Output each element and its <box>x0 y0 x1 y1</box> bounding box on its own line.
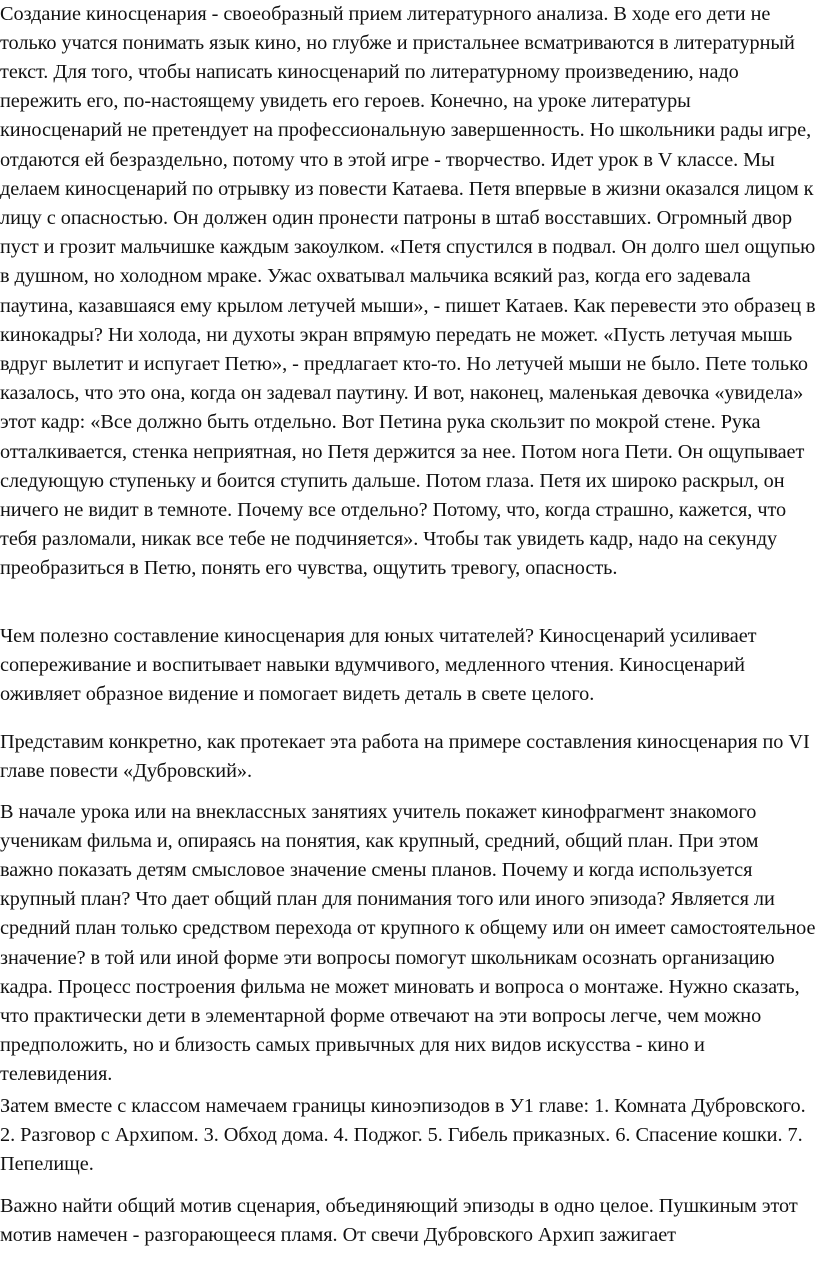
paragraph-example: Представим конкретно, как протекает эта работа на примере составления киносценария по VI главе повести «Дубровский». <box>0 730 810 782</box>
paragraph-benefits: Чем полезно составление киносценария для юных читателей? Киносценарий усиливает сопереживание и воспитывает навыки вдумчивого, медленного чтения. Киносценарий оживляет образное видение и помогает видеть деталь в свете целого. <box>0 624 757 705</box>
paragraph-motif: Важно найти общий мотив сценария, объединяющий эпизоды в одно целое. Пушкиным этот мотив намечен - разгорающееся пламя. От свечи Дубровского Архип зажигает <box>0 1194 798 1246</box>
paragraph-lesson-start: В начале урока или на внеклассных занятиях учитель покажет кинофрагмент знакомого ученикам фильма и, опираясь на понятия, как крупный, средний, общий план. При этом важно показать детям смысловое значение смены планов. Почему и когда используется крупный план? Что дает общий план для понимания того или иного эпизода? Является ли средний план только средством перехода от крупного к общему или он имеет самостоятельное значение? в той или иной форме эти вопросы помогут школьникам осознать организацию кадра. Процесс построения фильма не может миновать и вопроса о монтаже. Нужно сказать, что практически дети в элементарной форме отвечают на эти вопросы легче, чем можно предположить, но и близость самых привычных для них видов искусства - кино и телевидения. <box>0 800 816 1086</box>
paragraph-episodes: Затем вместе с классом намечаем границы киноэпизодов в У1 главе: 1. Комната Дубровского. 2. Разговор с Архипом. 3. Обход дома. 4. Поджог. 5. Гибель приказных. 6. Спасение кошки. 7. Пепелище. <box>0 1094 806 1175</box>
paragraph-intro: Создание киносценария - своеобразный прием литературного анализа. В ходе его дети не только учатся понимать язык кино, но глубже и пристальнее всматриваются в литературный текст. Для того, чтобы написать киносценарий по литературному произведению, надо пережить его, по-настоящему увидеть его героев. Конечно, на уроке литературы киносценарий не претендует на профессиональную завершенность. Но школьники рады игре, отдаются ей безраздельно, потому что в этой игре - творчество. Идет урок в V классе. Мы делаем киносценарий по отрывку из повести Катаева. Петя впервые в жизни оказался лицом к лицу с опасностью. Он должен один пронести патроны в штаб восставших. Огромный двор пуст и грозит мальчишке каждым закоулком. «Петя спустился в подвал. Он долго шел ощупью в душном, но холодном мраке. Ужас охватывал мальчика всякий раз, когда его задевала паутина, казавшаяся ему крылом летучей мыши», - пишет Катаев. Как перевести это образец в кинокадры? Ни холода, ни духоты экран впрямую передать не может. «Пусть летучая мышь вдруг вылетит и испугает Петю», - предлагает кто-то. Но летучей мыши не было. Пете только казалось, что это она, когда он задевал паутину. И вот, наконец, маленькая девочка «увидела» этот кадр: «Все должно быть отдельно. Вот Петина рука скользит по мокрой стене. Рука отталкивается, стенка неприятная, но Петя держится за нее. Потом нога Пети. Он ощупывает следующую ступеньку и боится ступить дальше. Потом глаза. Петя их широко раскрыл, он ничего не видит в темноте. Почему все отдельно? Потому, что, когда страшно, кажется, что тебя разломали, никак все тебе не подчиняется». Чтобы так увидеть кадр, надо на секунду преобразиться в Петю, понять его чувства, ощутить тревогу, опасность. <box>0 2 816 580</box>
